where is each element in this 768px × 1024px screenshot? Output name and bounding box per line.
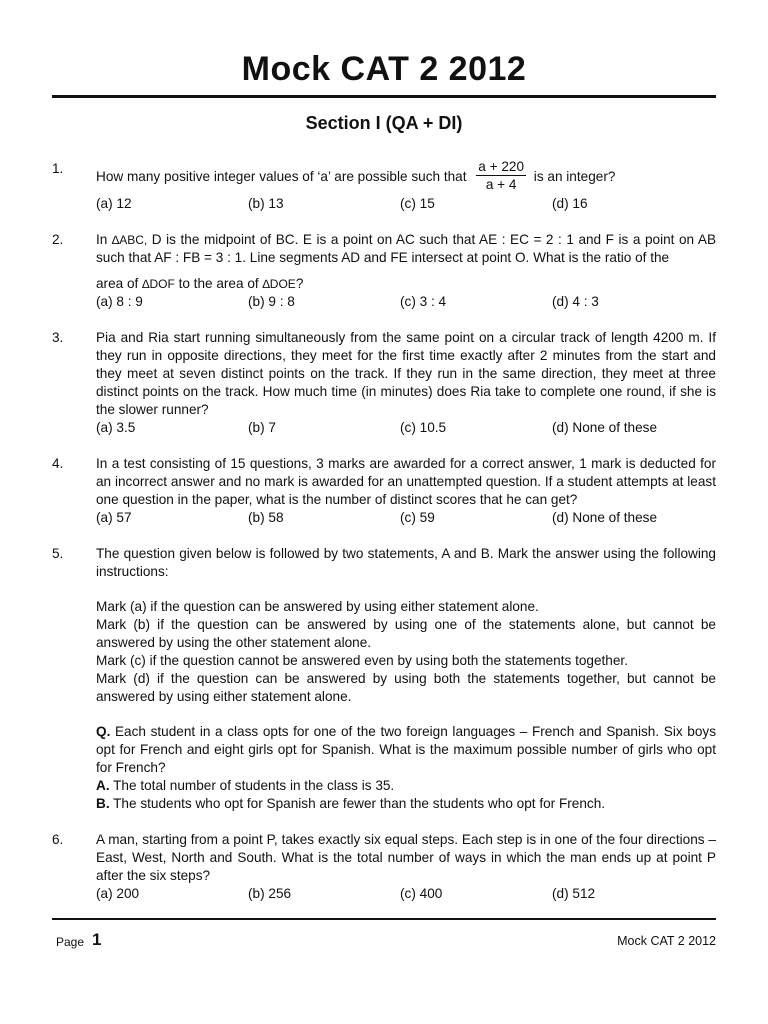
footer-title: Mock CAT 2 2012	[617, 934, 716, 948]
statement-text: The total number of students in the class is 35.	[109, 778, 395, 793]
instruction-b: Mark (b) if the question can be answered by using one of the statements alone, but cannot be answered by using the other statement alone.	[96, 617, 716, 650]
statement-b	[96, 795, 716, 813]
instruction-a: Mark (a) if the question can be answered by using either statement alone.	[96, 599, 539, 614]
option-b: (b) 256	[248, 886, 292, 901]
question-number: 1.	[52, 161, 64, 176]
instruction-d: Mark (d) if the question can be answered by using both the statements together, but cannot be answered by using either statement alone.	[96, 671, 716, 704]
question-text-part: In	[96, 232, 108, 247]
option-c: (c) 59	[400, 510, 435, 525]
question-intro: The question given below is followed by two statements, A and B. Mark the answer using the following instructions:	[96, 546, 716, 579]
question-1	[52, 160, 716, 213]
question-number: 5.	[52, 546, 64, 561]
option-a: (a) 12	[96, 196, 132, 211]
question-text-continued	[96, 275, 716, 293]
option-b: (b) 13	[248, 196, 284, 211]
question-text-part: D is the midpoint of BC. E is a point on AC such that AE : EC = 2 : 1 and F is a point on AB such that AF : FB = 3 : 1. Line segments AD and FE intersect at point O. What is the ratio of the	[96, 232, 717, 265]
sub-question-label: Q.	[96, 724, 111, 739]
statement-text: The students who opt for Spanish are fewer than the students who opt for French.	[109, 796, 606, 811]
answer-options	[96, 195, 716, 213]
triangle-label: ∆DOE	[262, 277, 296, 291]
sub-question-text: Each student in a class opts for one of the two foreign languages – French and Spanish. Six boys opt for French and eight girls opt for Spanish. What is the maximum possible number of girls who opt for French?	[96, 724, 716, 775]
statement-a	[96, 777, 716, 795]
option-d: (d) 16	[552, 196, 588, 211]
option-a: (a) 8 : 9	[96, 294, 143, 309]
fraction-denominator: a + 4	[485, 177, 517, 192]
option-d: (d) 4 : 3	[552, 294, 599, 309]
option-a: (a) 3.5	[96, 420, 136, 435]
question-5	[52, 545, 716, 813]
document-title: Mock CAT 2 2012	[241, 50, 527, 88]
question-number: 3.	[52, 330, 64, 345]
question-text	[96, 231, 716, 267]
question-4	[52, 455, 716, 527]
question-text-part: to the area of	[178, 276, 259, 291]
triangle-label: ∆ABC,	[111, 233, 148, 247]
answer-options	[96, 293, 716, 311]
question-text	[96, 160, 716, 195]
triangle-label: ∆DOF	[142, 277, 175, 291]
option-b: (b) 58	[248, 510, 284, 525]
sub-question	[96, 723, 716, 777]
answer-options	[96, 509, 716, 527]
footer-rule	[52, 918, 716, 920]
answer-options	[96, 885, 716, 903]
questions	[52, 160, 716, 903]
question-text-part: ?	[295, 276, 304, 291]
option-b: (b) 9 : 8	[248, 294, 295, 309]
option-d: (d) None of these	[552, 420, 658, 435]
page-number: 1	[92, 930, 102, 949]
question-number: 2.	[52, 232, 64, 247]
question-text: Pia and Ria start running simultaneously from the same point on a circular track of length 4200 m. If they run in opposite directions, they meet for the first time exactly after 2 minutes from the start and they meet at seven distinct points on the track. If they run in the same direction, they meet at three distinct points on the track. How much time (in minutes) does Ria take to complete one round, if she is the slower runner?	[96, 330, 716, 417]
option-c: (c) 10.5	[400, 420, 447, 435]
question-text: In a test consisting of 15 questions, 3 marks are awarded for a correct answer, 1 mark is deducted for an incorrect answer and no mark is awarded for an unattempted question. If a student attempts at least one question in the paper, what is the number of distinct scores that he can get?	[96, 456, 716, 507]
question-text-part: area of	[96, 276, 139, 291]
question-text: A man, starting from a point P, takes exactly six equal steps. Each step is in one of the four directions – East, West, North and South. What is the total number of ways in which the man ends up at point P after the six steps?	[96, 832, 716, 883]
option-c: (c) 400	[400, 886, 443, 901]
statement-label: A.	[96, 778, 110, 793]
question-number: 4.	[52, 456, 64, 471]
answer-options	[96, 419, 716, 437]
question-3	[52, 329, 716, 437]
page-label: Page	[56, 935, 85, 949]
option-a: (a) 200	[96, 886, 140, 901]
statement-label: B.	[96, 796, 110, 811]
question-text-part: How many positive integer values of ‘a’ are possible such that	[96, 169, 467, 185]
option-d: (d) 512	[552, 886, 596, 901]
question-6	[52, 831, 716, 903]
question-text-part: is an integer?	[533, 169, 616, 185]
question-number: 6.	[52, 832, 64, 847]
option-c: (c) 3 : 4	[400, 294, 447, 309]
fraction	[476, 158, 526, 193]
option-c: (c) 15	[400, 196, 435, 211]
option-b: (b) 7	[248, 420, 276, 435]
instruction-c: Mark (c) if the question cannot be answered even by using both the statements together.	[96, 653, 628, 668]
fraction-numerator: a + 220	[478, 159, 525, 174]
option-d: (d) None of these	[552, 510, 658, 525]
question-2	[52, 231, 716, 311]
header-rule	[52, 95, 716, 98]
option-a: (a) 57	[96, 510, 132, 525]
section-heading: Section I (QA + DI)	[305, 113, 463, 133]
